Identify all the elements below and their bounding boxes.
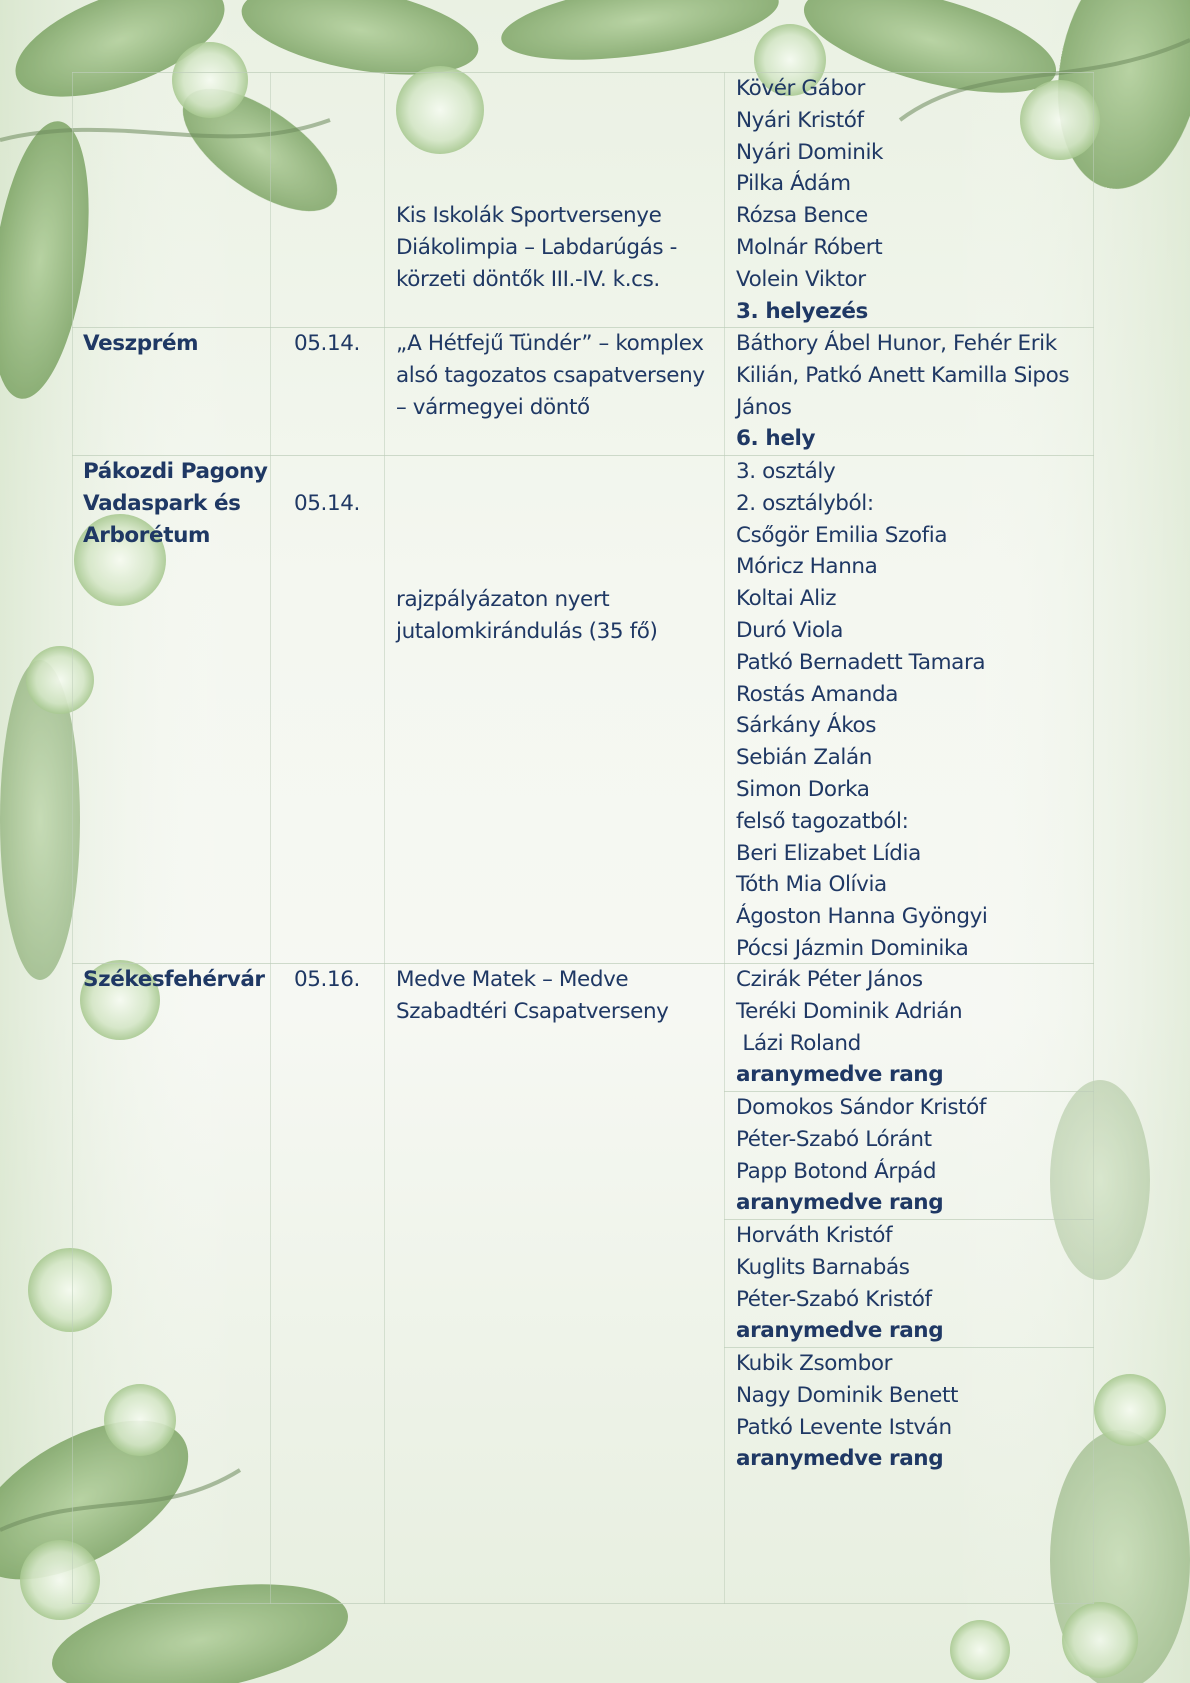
event-cell [396, 328, 705, 423]
participant: Lázi Roland [736, 1030, 861, 1056]
participant: Molnár Róbert [736, 234, 883, 260]
result: 3. helyezés [736, 298, 868, 324]
participant: Sárkány Ákos [736, 713, 877, 739]
date-cell: 05.16. [294, 967, 360, 992]
event-line: körzeti döntők III.-IV. k.cs. [396, 266, 660, 292]
participant: Móricz Hanna [736, 554, 878, 580]
event-line: „A Hétfejű Tündér” – komplex [396, 331, 704, 356]
participant: Domokos Sándor Kristóf [736, 1095, 987, 1120]
participant: Péter-Szabó Kristóf [736, 1286, 932, 1312]
participant: Pócsi Jázmin Dominika [736, 935, 969, 961]
participant: Koltai Aliz [736, 586, 837, 612]
results-table [72, 72, 1094, 1604]
place-cell [83, 456, 268, 551]
participant: Tóth Mia Olívia [736, 872, 887, 898]
place-line: Arborétum [83, 522, 210, 548]
event-line: alsó tagozatos csapatverseny [396, 362, 705, 388]
event-line: Szabadtéri Csapatverseny [396, 998, 669, 1024]
column-divider [1093, 72, 1094, 1604]
team-cell [736, 1092, 986, 1219]
participant: 3. osztály [736, 459, 836, 484]
participant: Beri Elizabet Lídia [736, 840, 921, 866]
participant: Pilka Ádám [736, 171, 851, 197]
event-line: rajzpályázaton nyert [396, 587, 610, 612]
column-divider [270, 72, 271, 1604]
team-cell [736, 1220, 943, 1347]
participant: Báthory Ábel Hunor, Fehér Erik [736, 331, 1057, 356]
participant: Simon Dorka [736, 776, 870, 802]
participant: Papp Botond Árpád [736, 1158, 937, 1184]
result: aranymedve rang [736, 1318, 944, 1344]
participant: Kuglits Barnabás [736, 1254, 910, 1280]
team-cell [736, 1348, 958, 1475]
place-cell: Veszprém [83, 331, 199, 356]
team-cell [736, 964, 962, 1091]
participants-cell [736, 328, 1069, 455]
participant: Patkó Levente István [736, 1414, 952, 1440]
participants-cell [736, 456, 987, 965]
participant: Csőgör Emilia Szofia [736, 522, 948, 548]
place-line: Vadaspark és [83, 490, 241, 516]
participant: Kövér Gábor [736, 76, 865, 101]
result: aranymedve rang [736, 1190, 944, 1216]
event-cell [396, 584, 658, 648]
participant: Czirák Péter János [736, 967, 923, 992]
event-line: – vármegyei döntő [396, 394, 590, 420]
column-divider [384, 72, 385, 1604]
participant: Duró Viola [736, 617, 844, 643]
participant: Kubik Zsombor [736, 1351, 893, 1376]
result: 6. hely [736, 426, 816, 452]
participant: Teréki Dominik Adrián [736, 998, 963, 1024]
participant: Péter-Szabó Lóránt [736, 1126, 932, 1152]
column-divider [724, 72, 725, 1604]
participant: Nyári Dominik [736, 139, 884, 165]
participant: Rostás Amanda [736, 681, 899, 707]
row-divider [72, 1603, 1094, 1604]
event-line: Diákolimpia – Labdarúgás - [396, 234, 677, 260]
participant: Patkó Bernadett Tamara [736, 649, 986, 675]
event-line: Medve Matek – Medve [396, 967, 629, 992]
event-cell [396, 200, 677, 295]
column-divider [72, 72, 73, 1604]
result: aranymedve rang [736, 1062, 944, 1088]
participant: felső tagozatból: [736, 808, 909, 834]
event-cell [396, 964, 669, 1028]
participant: János [736, 394, 792, 420]
participant: Kilián, Patkó Anett Kamilla Sipos [736, 362, 1070, 388]
participant: 2. osztályból: [736, 490, 874, 516]
place-line: Pákozdi Pagony [83, 459, 268, 484]
participant: Volein Viktor [736, 266, 866, 292]
result: aranymedve rang [736, 1446, 944, 1472]
participant: Nagy Dominik Benett [736, 1382, 959, 1408]
place-cell: Székesfehérvár [83, 967, 265, 992]
date-cell: 05.14. [294, 331, 360, 356]
date-cell: 05.14. [294, 491, 360, 516]
participant: Rózsa Bence [736, 203, 868, 229]
event-line: Kis Iskolák Sportversenye [396, 203, 662, 228]
event-line: jutalomkirándulás (35 fő) [396, 618, 658, 644]
participant: Horváth Kristóf [736, 1223, 893, 1248]
participant: Ágoston Hanna Gyöngyi [736, 904, 988, 930]
participant: Sebián Zalán [736, 745, 873, 771]
participants-cell [736, 73, 883, 327]
participant: Nyári Kristóf [736, 107, 864, 133]
row-divider [72, 72, 1094, 73]
